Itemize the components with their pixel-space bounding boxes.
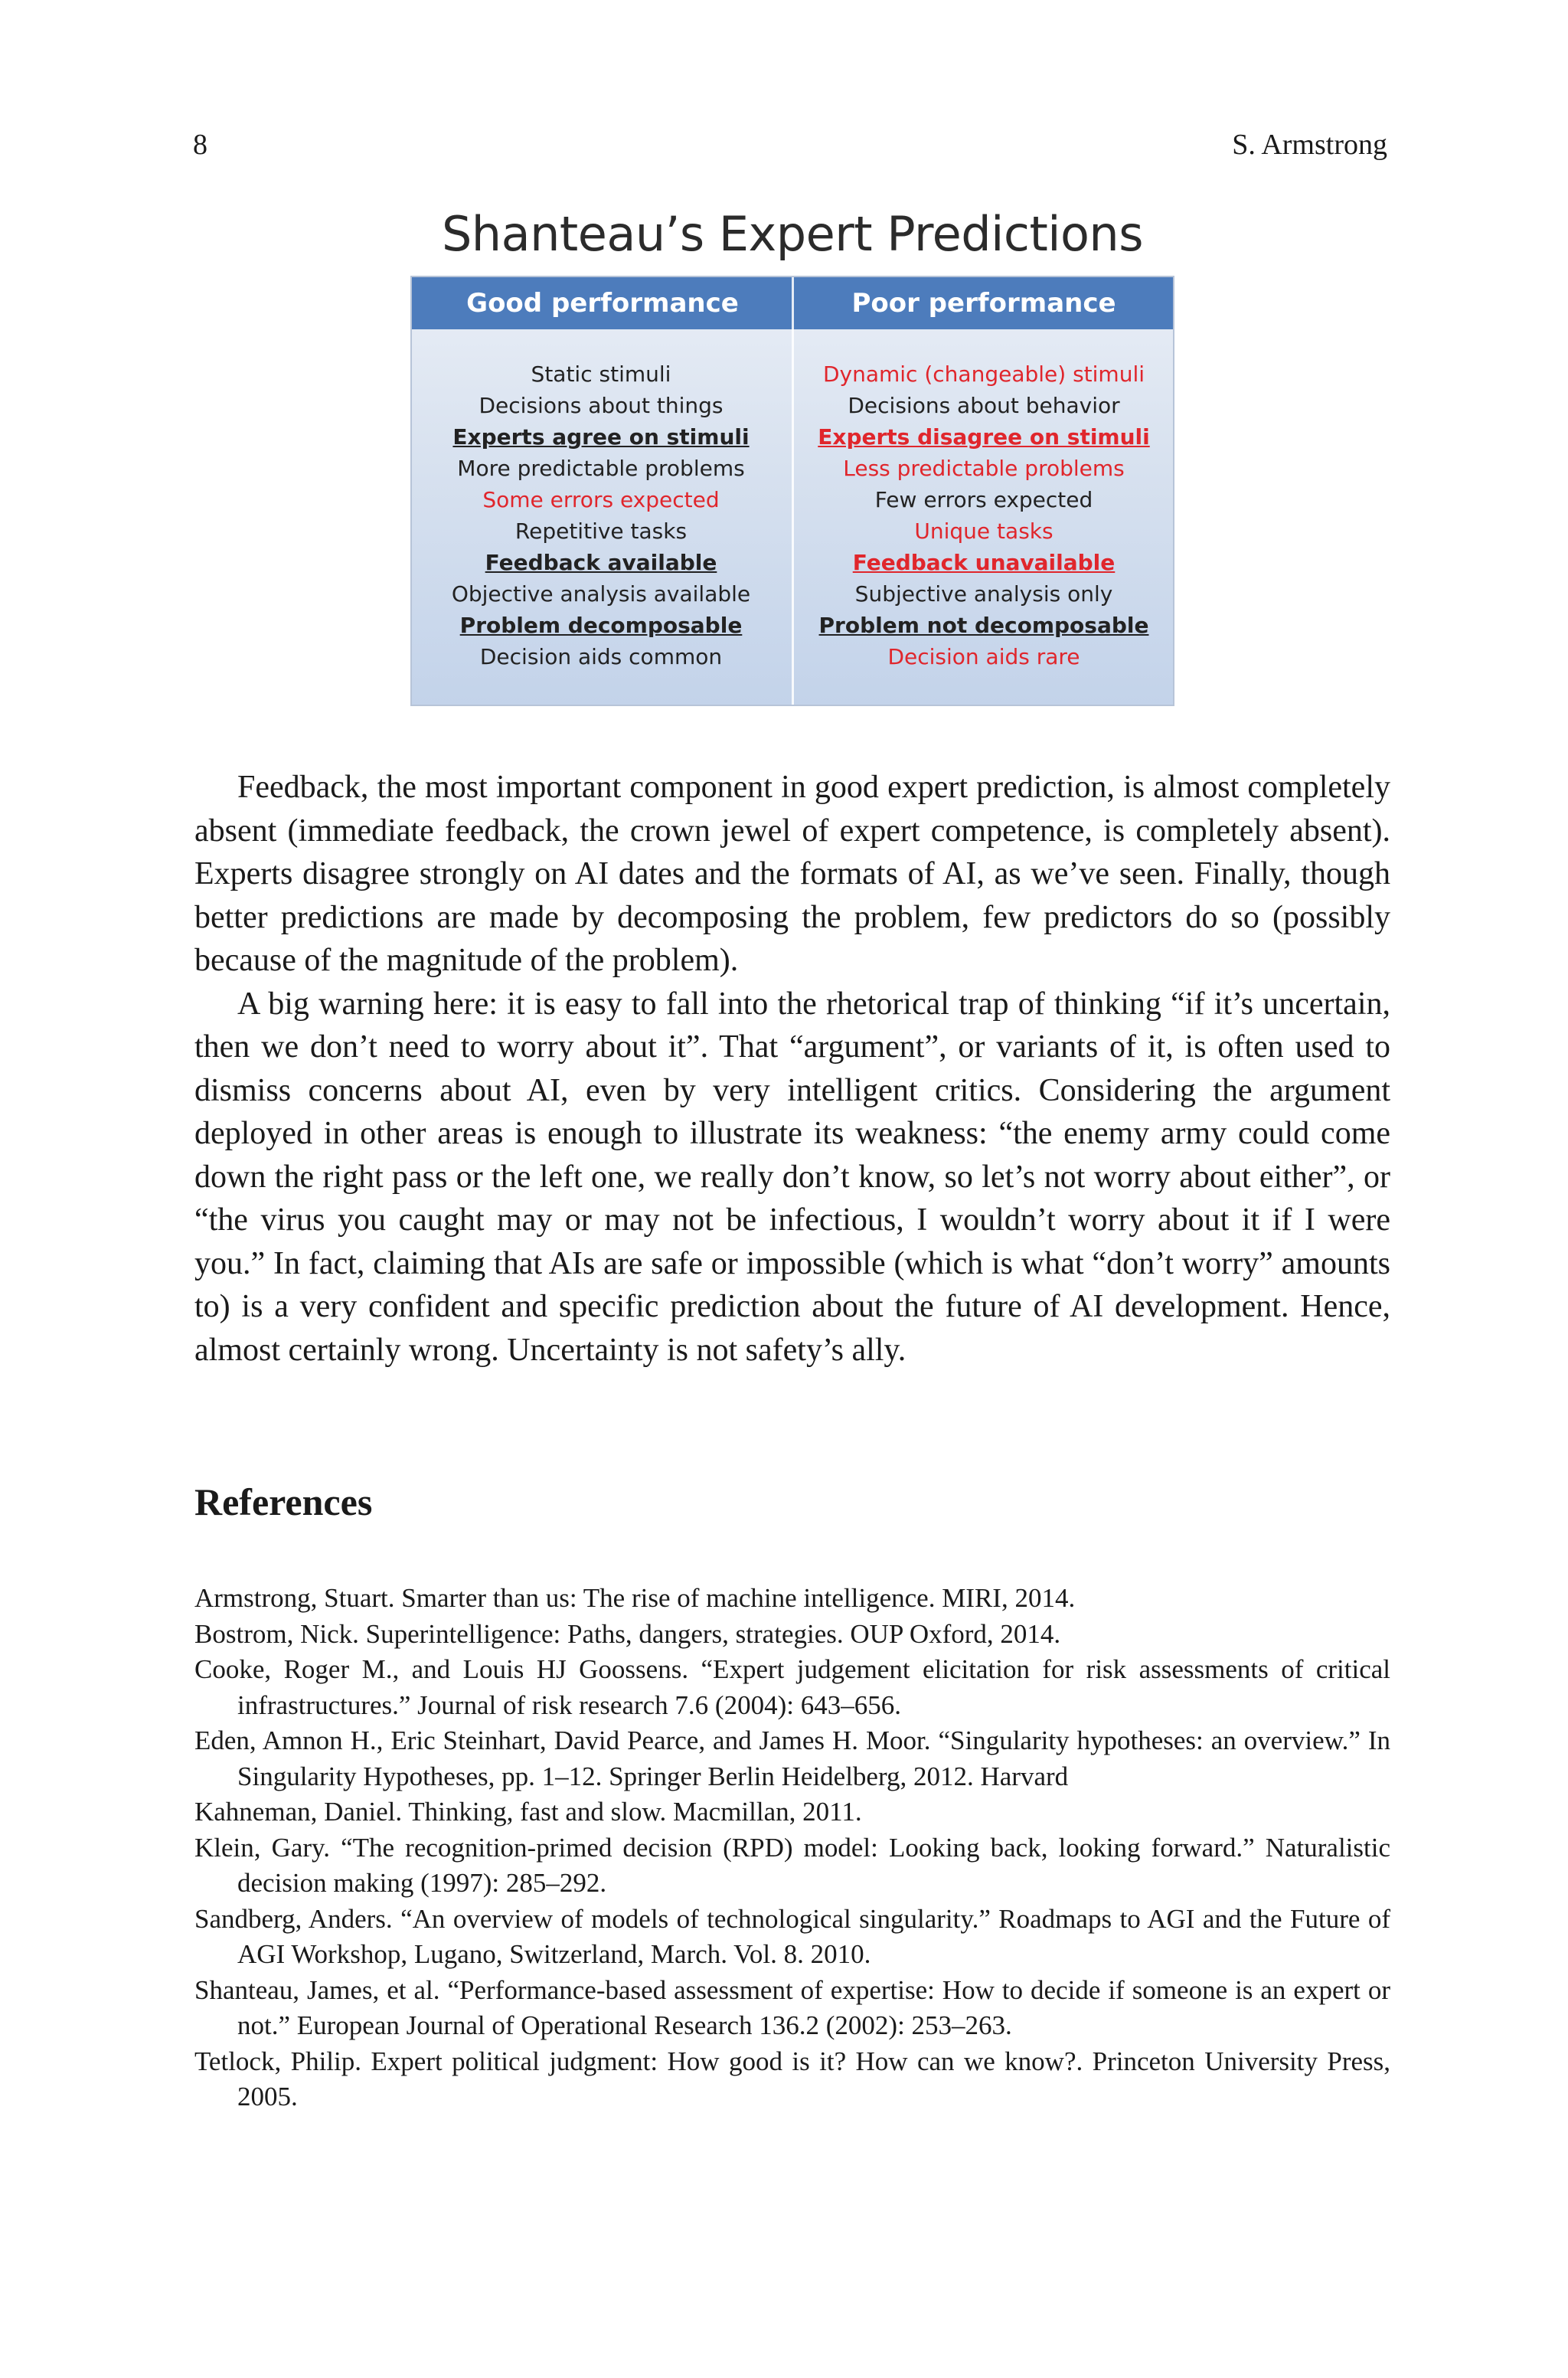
figure-item: Experts disagree on stimuli — [818, 424, 1150, 450]
figure-item: Decision aids common — [479, 644, 723, 669]
body-paragraph: Feedback, the most important component in good expert prediction, is almost completely absent (immediate feedback, the crown jewel of expert competence, is completely absent). Experts disagree strongly on AI dates and the formats of AI, as we’ve seen. Finally, though better predictions are made by decomposing the problem, few predictors do so (possibly because of the magnitude of the problem). — [194, 770, 1390, 978]
figure-item: Feedback unavailable — [852, 550, 1116, 575]
figure-item: Problem decomposable — [459, 613, 743, 638]
reference-item: Klein, Gary. “The recognition-primed decision (RPD) model: Looking back, looking forward.” Naturalistic decision making (1997): 285–292. — [194, 1832, 1390, 1898]
body-paragraph: A big warning here: it is easy to fall into the rhetorical trap of thinking “if it’s uncertain, then we don’t need to worry about it”. That “argument”, or variants of it, is often used to dismiss concerns about AI, even by very intelligent critics. Considering the argument deployed in other areas is enough to illustrate its weakness: “the enemy army could come down the right pass or the left one, we really don’t know, so let’s not worry about either”, or “the virus you caught may or may not be infectious, I wouldn’t worry about it if I were you.” In fact, claiming that AIs are safe or impossible (which is what “don’t worry” amounts to) is a very confident and specific prediction about the future of AI development. Hence, almost certainly wrong. Uncertainty is not safety’s ally. — [194, 986, 1390, 1368]
reference-item: Cooke, Roger M., and Louis HJ Goossens. “Expert judgement elicitation for risk assessments of critical infrastructures.” Journal of risk research 7.6 (2004): 643–656. — [194, 1654, 1390, 1720]
figure-item: Decision aids rare — [887, 644, 1080, 669]
reference-item: Bostrom, Nick. Superintelligence: Paths, dangers, strategies. OUP Oxford, 2014. — [194, 1618, 1061, 1649]
figure-item: Less predictable problems — [843, 456, 1125, 481]
column-divider — [792, 277, 794, 705]
figure-item: Experts agree on stimuli — [452, 424, 750, 450]
reference-item: Shanteau, James, et al. “Performance-based assessment of expertise: How to decide if someone is an expert or not.” European Journal of Operational Research 136.2 (2002): 253–263. — [194, 1974, 1390, 2040]
figure-item: Dynamic (changeable) stimuli — [822, 361, 1145, 387]
figure-item: Feedback available — [485, 550, 717, 575]
good-performance-list — [412, 358, 790, 672]
references-list — [194, 1581, 1390, 2115]
poor-performance-list — [795, 358, 1173, 672]
reference-item: Armstrong, Stuart. Smarter than us: The rise of machine intelligence. MIRI, 2014. — [194, 1583, 1076, 1613]
figure-item: Static stimuli — [531, 361, 671, 387]
reference-item: Eden, Amnon H., Eric Steinhart, David Pearce, and James H. Moor. “Singularity hypotheses: an overview.” In Singularity Hypotheses, pp. 1–12. Springer Berlin Heidelberg, 2012. Harvard — [194, 1725, 1390, 1791]
figure-table — [410, 276, 1174, 706]
figure-item: Objective analysis available — [451, 581, 751, 607]
reference-item: Sandberg, Anders. “An overview of models of technological singularity.” Roadmaps to AGI and the Future of AGI Workshop, Lugano, Switzerland, March. Vol. 8. 2010. — [194, 1903, 1390, 1969]
figure-item: Repetitive tasks — [514, 518, 688, 544]
reference-item: Tetlock, Philip. Expert political judgment: How good is it? How can we know?. Princeton University Press, 2005. — [194, 2046, 1390, 2111]
figure — [410, 199, 1174, 706]
figure-item: Unique tasks — [914, 518, 1054, 544]
body-text — [194, 766, 1390, 1372]
figure-item: Decisions about things — [479, 393, 724, 418]
column-heading-poor: Poor performance — [851, 288, 1116, 319]
figure-item: Problem not decomposable — [818, 613, 1149, 638]
figure-item: Subjective analysis only — [854, 581, 1113, 607]
page-number: 8 — [193, 129, 207, 161]
figure-item: More predictable problems — [457, 456, 745, 481]
figure-title: Shanteau’s Expert Predictions — [441, 206, 1144, 262]
figure-item: Few errors expected — [874, 487, 1093, 512]
references-heading: References — [194, 1480, 373, 1523]
figure-item: Some errors expected — [482, 487, 720, 512]
reference-item: Kahneman, Daniel. Thinking, fast and slow. Macmillan, 2011. — [194, 1797, 862, 1827]
figure-item: Decisions about behavior — [848, 393, 1120, 418]
column-heading-good: Good performance — [466, 288, 739, 319]
running-head: S. Armstrong — [1232, 129, 1387, 161]
